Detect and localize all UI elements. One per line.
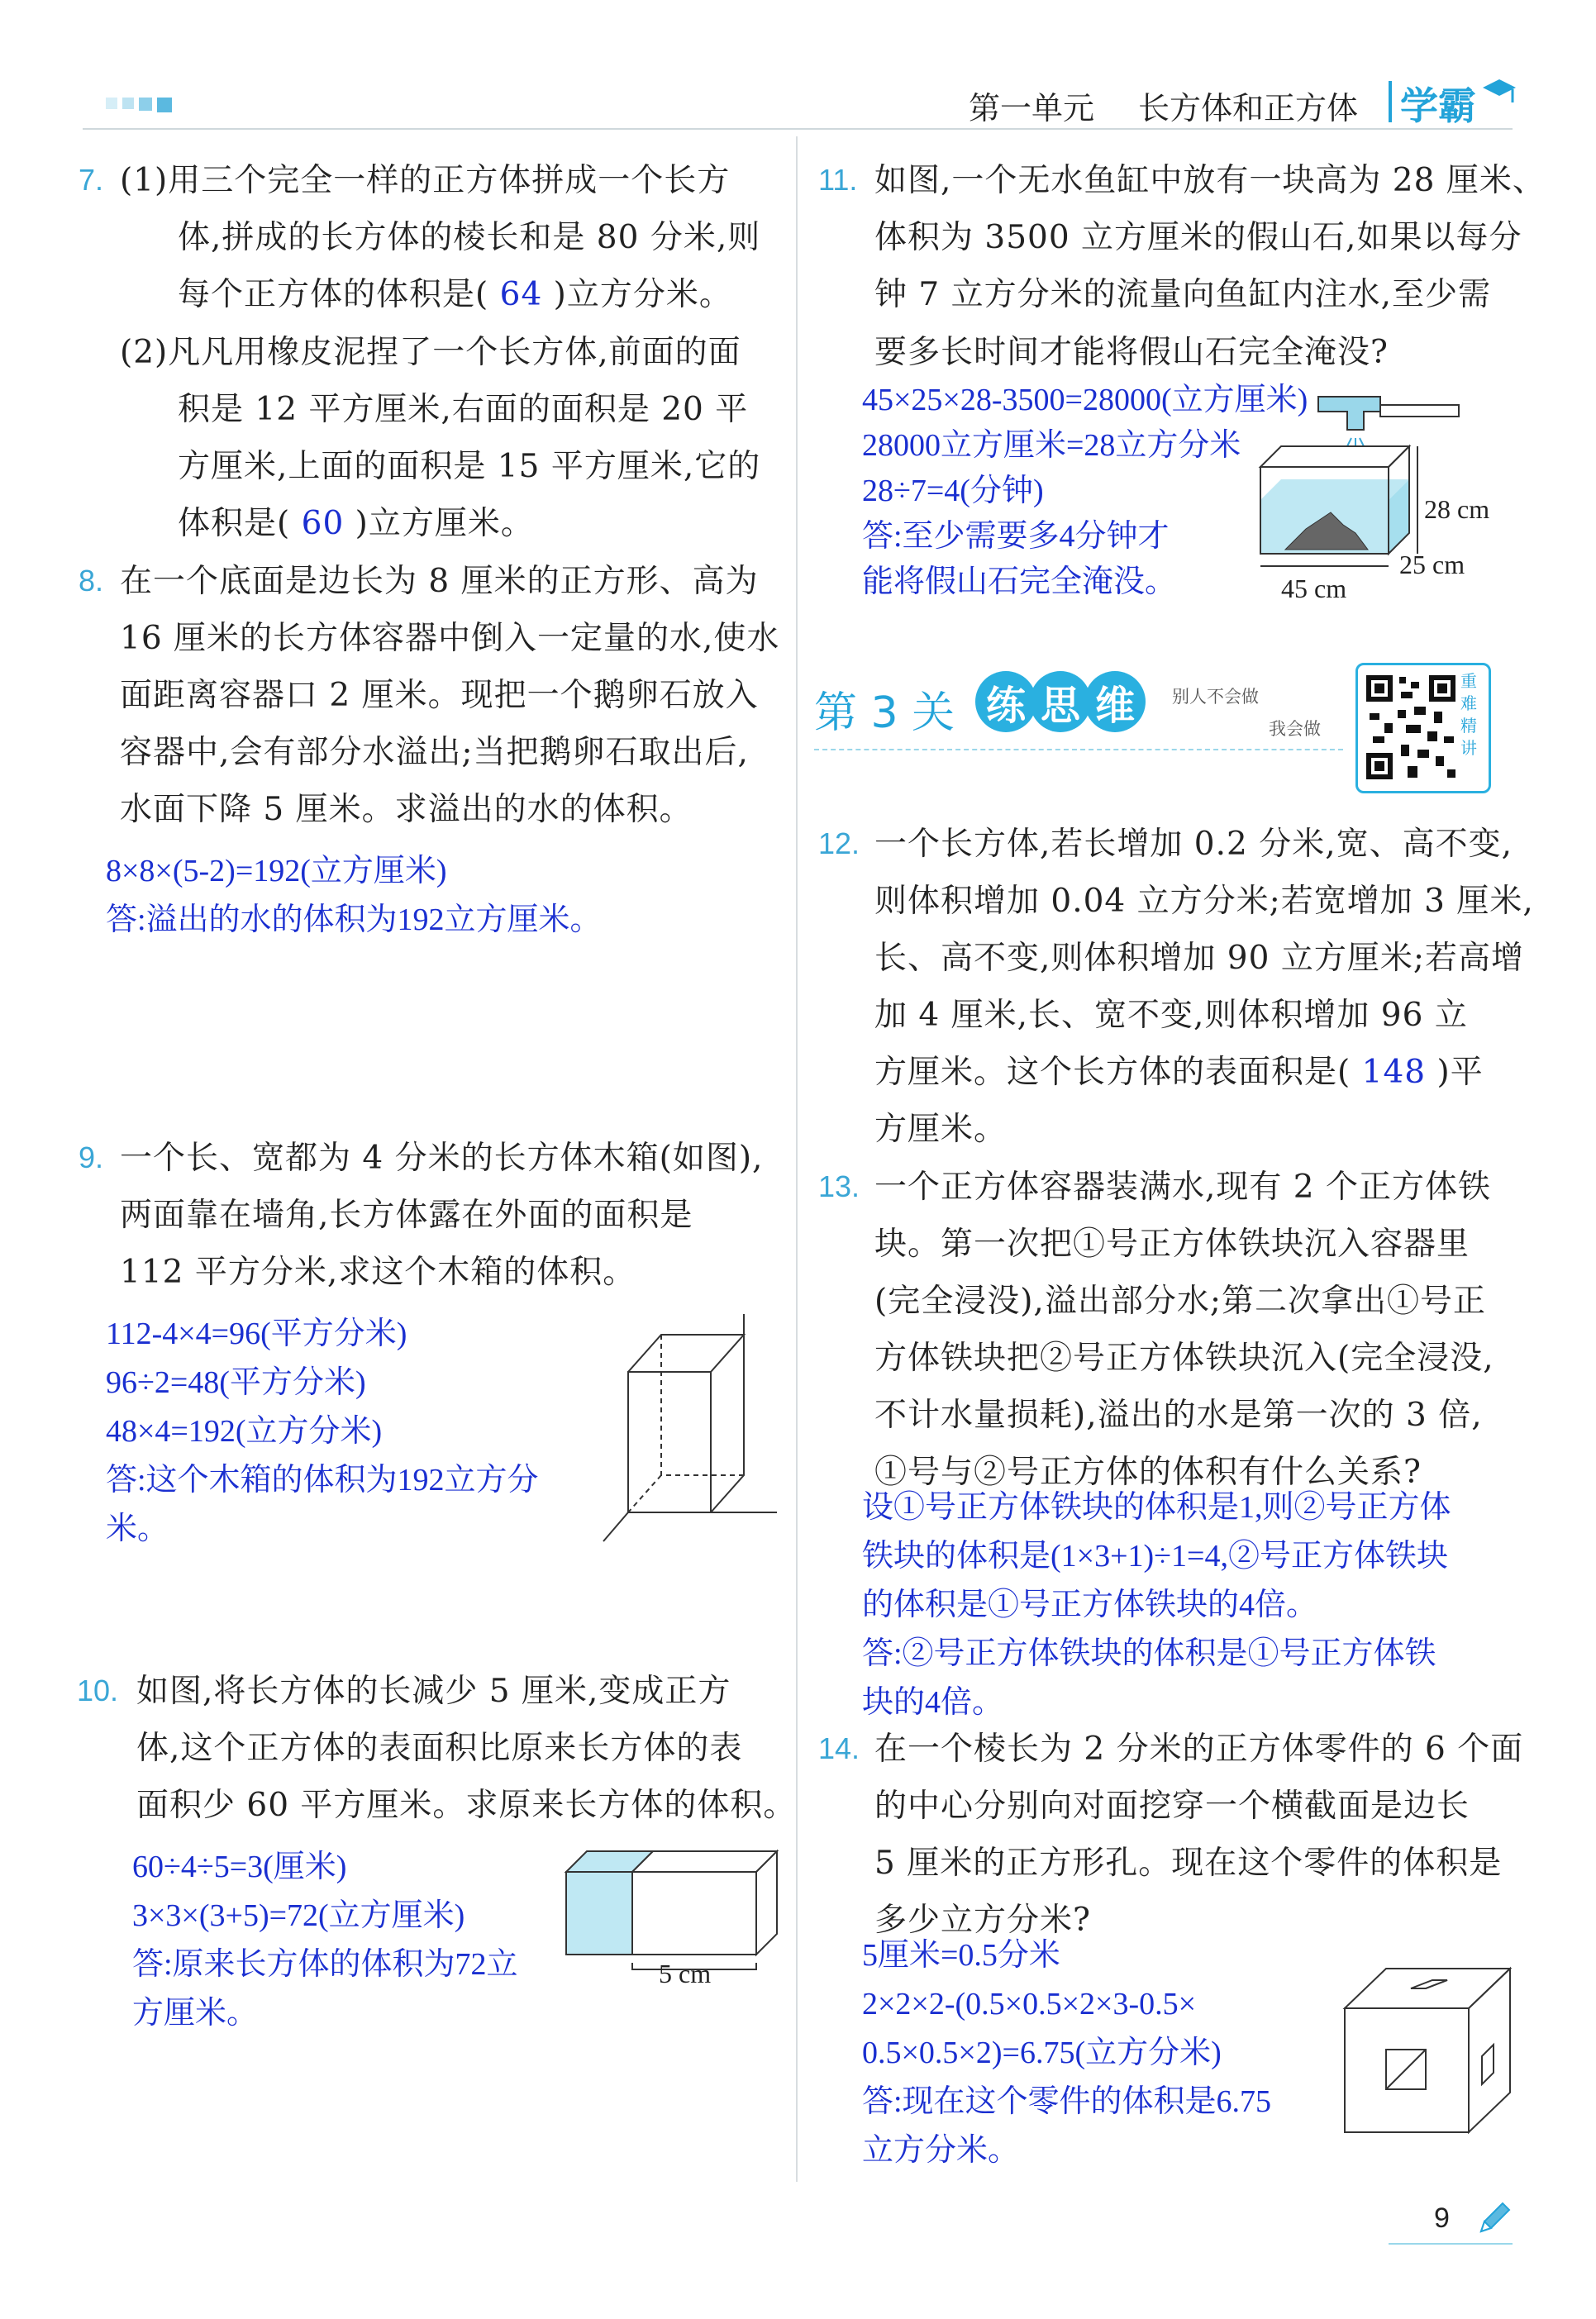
header-chapter: 长方体和正方体 (1138, 90, 1359, 126)
column-divider (796, 136, 798, 2182)
header-unit: 第一单元 (969, 90, 1095, 126)
wooden-box-figure (595, 1314, 785, 1545)
answer-blank: 64 (499, 276, 543, 313)
dimension-label: 5 cm (659, 1959, 712, 1988)
qr-code-icon[interactable] (1355, 663, 1491, 793)
level-title-char: 思 (1030, 671, 1091, 732)
footer-rule (1389, 2243, 1513, 2245)
pencil-icon (1476, 2200, 1513, 2240)
dimension-label: 25 cm (1399, 550, 1465, 579)
qr-side-char: 难 (1460, 693, 1477, 713)
level-title-char: 维 (1084, 671, 1146, 732)
qr-side-char: 精 (1460, 716, 1477, 736)
answer-line: 8×8×(5-2)=192(立方厘米) (106, 854, 447, 888)
answer-blank: 60 (301, 505, 345, 542)
level-rule (814, 749, 1343, 750)
level-note: 我会做 (1269, 719, 1321, 739)
header-rule (83, 128, 1513, 130)
level-prefix: 第 3 关 (814, 688, 955, 738)
header-divider (1389, 81, 1392, 122)
hollow-cube-figure (1335, 1959, 1525, 2149)
dimension-label: 28 cm (1424, 494, 1490, 524)
level-note: 别人不会做 (1172, 687, 1259, 707)
dimension-label: 45 cm (1281, 574, 1347, 603)
level-title-char: 练 (975, 671, 1036, 732)
brand-logo: 学霸 (1400, 83, 1476, 128)
answer-blank: 148 (1361, 1054, 1427, 1091)
qr-side-char: 讲 (1460, 738, 1477, 758)
qr-side-char: 重 (1460, 671, 1477, 691)
page-number: 9 (1434, 2202, 1450, 2234)
brand-cap-icon (1479, 73, 1521, 117)
answer-line: 答:溢出的水的体积为192立方厘米。 (106, 902, 602, 937)
